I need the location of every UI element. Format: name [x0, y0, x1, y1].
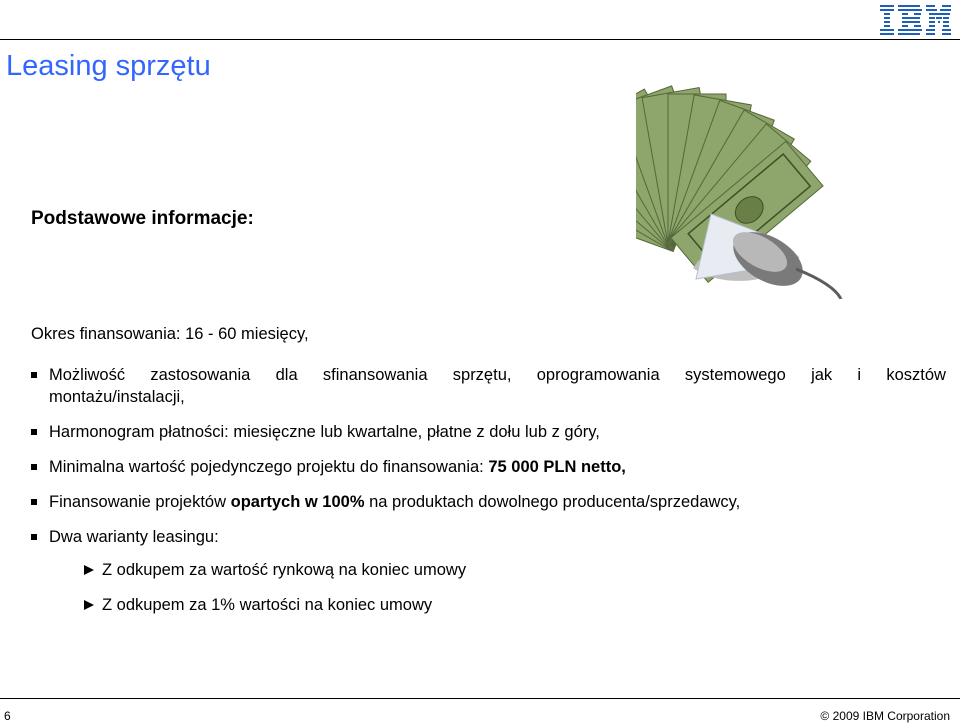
sub-bullet-list — [49, 559, 946, 616]
square-bullet-icon — [31, 372, 37, 378]
bullet-emphasis: 75 000 PLN netto, — [488, 458, 626, 476]
ibm-logo — [878, 2, 954, 36]
bullet-list — [31, 364, 946, 629]
bullet-text: Minimalna wartość pojedynczego projektu do finansowania: — [49, 458, 489, 476]
footer-divider — [0, 698, 960, 699]
copyright: © 2009 IBM Corporation — [820, 709, 950, 723]
square-bullet-icon — [31, 464, 37, 470]
word: kosztów — [886, 366, 946, 384]
arrow-bullet-icon — [84, 600, 94, 610]
bullet-item — [31, 456, 946, 478]
sub-bullet-item — [84, 559, 946, 581]
bullet-item — [31, 364, 946, 408]
bullet-text: na produktach dowolnego producenta/sprzedawcy, — [364, 493, 741, 511]
word: systemowego — [684, 366, 786, 384]
bullet-line — [49, 364, 946, 386]
header-divider — [0, 39, 960, 40]
page-number: 6 — [4, 709, 11, 723]
bullet-item — [31, 526, 946, 616]
bullet-item — [31, 491, 946, 513]
slide-title: Leasing sprzętu — [6, 50, 211, 82]
bullet-line-2: montażu/instalacji, — [49, 388, 185, 406]
arrow-bullet-icon — [84, 565, 94, 575]
word: jak — [811, 366, 833, 384]
word: oprogramowania — [536, 366, 660, 384]
bullet-item — [31, 421, 946, 443]
intro-text: Okres finansowania: 16 - 60 miesięcy, — [31, 325, 309, 343]
word: Możliwość — [49, 366, 126, 384]
money-fan-illustration — [636, 64, 874, 299]
square-bullet-icon — [31, 499, 37, 505]
square-bullet-icon — [31, 429, 37, 435]
bullet-text: Finansowanie projektów — [49, 493, 231, 511]
square-bullet-icon — [31, 534, 37, 540]
section-subtitle: Podstawowe informacje: — [31, 208, 254, 229]
word: sprzętu, — [452, 366, 512, 384]
sub-bullet-text: Z odkupem za wartość rynkową na koniec umowy — [102, 561, 467, 579]
sub-bullet-text: Z odkupem za 1% wartości na koniec umowy — [102, 596, 433, 614]
sub-bullet-item — [84, 594, 946, 616]
word: i — [857, 366, 862, 384]
bullet-emphasis: opartych w 100% — [230, 493, 365, 511]
word: sfinansowania — [322, 366, 428, 384]
word: dla — [275, 366, 298, 384]
word: zastosowania — [150, 366, 251, 384]
bullet-text: Harmonogram płatności: miesięczne lub kwartalne, płatne z dołu lub z góry, — [49, 423, 600, 441]
bullet-text: Dwa warianty leasingu: — [49, 528, 219, 546]
